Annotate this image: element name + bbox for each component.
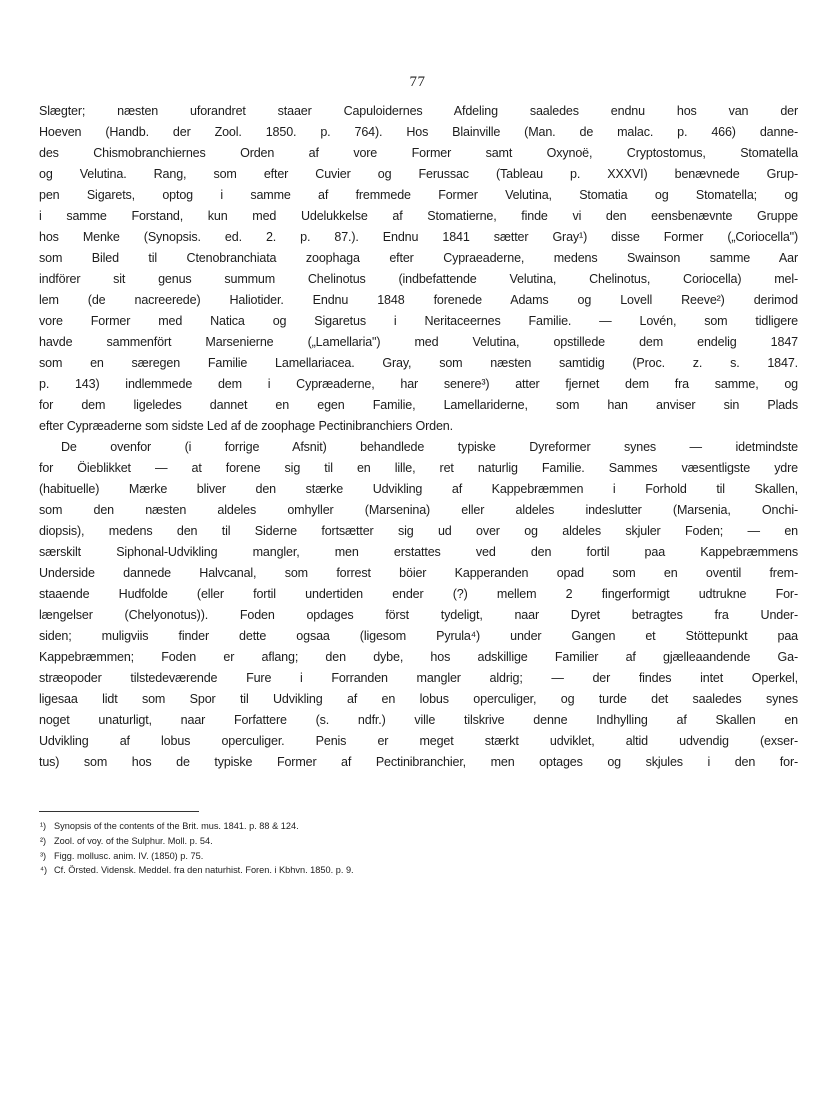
text-line: som en særegen Familie Lamellariacea. Gray, som næsten samtidig (Proc. z. s. 1847. [39,356,798,370]
text-line: havde sammenfört Marsenierne („Lamellaria") med Velutina, opstillede dem endelig 1847 [39,335,798,349]
footnote-mark: ¹) [40,821,47,831]
footnote-mark: ³) [40,850,47,861]
text-line: siden; muligviis finder dette ogsaa (ligesom Pyrula⁴) under Gangen et Stöttepunkt paa [39,629,798,643]
page-number: 77 [409,74,426,90]
text-line: som Biled til Ctenobranchiata zoophaga efter Cypraeaderne, medens Swainson samme Aar [39,251,798,265]
footnote-text: Figg. mollusc. anim. IV. (1850) p. 75. [54,850,204,861]
text-line: i samme Forstand, kun med Udelukkelse af Stomatierne, finde vi den eensbenævnte Gruppe [39,209,798,223]
text-line: Hoeven (Handb. der Zool. 1850. p. 764). Hos Blainville (Man. de malac. p. 466) danne- [39,125,798,139]
text-line: tus) som hos de typiske Former af Pectinibranchier, men optages og skjules i den for- [39,755,798,769]
text-line: ligesaa lidt som Spor til Udvikling af en lobus operculiger, og turde det saaledes synes [39,692,798,706]
footnote-divider [39,811,199,812]
text-line: vore Former med Natica og Sigaretus i Neritaceernes Familie. — Lovén, som tidligere [39,314,798,328]
text-line: indförer sit genus summum Chelinotus (indbefattende Velutina, Chelinotus, Coriocella) mel- [39,272,798,286]
text-line: for dem ligeledes dannet en egen Familie, Lamellariderne, som han anviser sin Plads [39,398,798,412]
footnote [40,819,740,834]
footnote [40,863,740,878]
text-line: lem (de nacreerede) Haliotider. Endnu 1848 forenede Adams og Lovell Reeve²) derimod [39,293,798,307]
text-line: hos Menke (Synopsis. ed. 2. p. 87.). Endnu 1841 sætter Gray¹) disse Former („Coriocella") [39,230,798,244]
text-line: diopsis), medens den til Siderne fortsætter sig ud over og aldeles skjuler Foden; — en [39,524,798,538]
text-line: efter Cypræaderne som sidste Led af de zoophage Pectinibranchiers Orden. [39,419,453,433]
text-line: stræopoder tilstedeværende Fure i Forranden mangler aldrig; — der findes intet Operkel, [39,671,798,685]
footnote [40,849,740,864]
paragraph-2 [39,437,798,773]
text-line: Slægter; næsten uforandret staaer Capuloidernes Afdeling saaledes endnu hos van der [39,104,798,118]
text-line: Underside dannede Halvcanal, som forrest böier Kapperanden opad som en oventil frem- [39,566,798,580]
text-line: p. 143) indlemmede dem i Cypræaderne, har senere³) atter fjernet dem fra samme, og [39,377,798,391]
text-line: og Velutina. Rang, som efter Cuvier og Ferussac (Tableau p. XXXVI) benævnede Grup- [39,167,798,181]
text-line: Udvikling af lobus operculiger. Penis er meget stærkt udviklet, altid udvendig (exser- [39,734,798,748]
footnote-mark: ²) [40,835,47,846]
text-line: for Öieblikket — at forene sig til en lille, ret naturlig Familie. Sammes væsentligste ydre [39,461,798,475]
text-line: længelser (Chelyonotus)). Foden opdages först tydeligt, naar Dyret betragtes fra Under- [39,608,798,622]
footnotes [40,819,740,878]
footnote-text: Cf. Örsted. Vidensk. Meddel. fra den naturhist. Foren. i Kbhvn. 1850. p. 9. [54,865,354,876]
text-line: des Chismobranchiernes Orden af vore Former samt Oxynoë, Cryptostomus, Stomatella [39,146,798,160]
main-text [39,101,798,773]
text-line: Kappebræmmen; Foden er aflang; den dybe, hos adskillige Familier af gjælleaandende Ga- [39,650,798,664]
text-line: som den næsten aldeles omhyller (Marsenina) eller aldeles indeslutter (Marsenia, Onchi- [39,503,798,517]
footnote-mark: ⁴) [40,865,48,876]
text-line: pen Sigarets, optog i samme af fremmede Former Velutina, Stomatia og Stomatella; og [39,188,798,202]
text-line: særskilt Siphonal-Udvikling mangler, men erstattes ved den fortil paa Kappebræmmens [39,545,798,559]
text-line: staaende Hudfolde (eller fortil undertiden ender (?) mellem 2 fingerformigt udtrukne For- [39,587,798,601]
text-line: noget unaturligt, naar Forfattere (s. ndfr.) ville tilskrive denne Indhylling af Skallen en [39,713,798,727]
footnote [40,834,740,849]
text-line: (habituelle) Mærke bliver den stærke Udvikling af Kappebræmmen i Forhold til Skallen, [39,482,798,496]
footnote-text: Synopsis of the contents of the Brit. mus. 1841. p. 88 & 124. [54,821,299,831]
paragraph-1 [39,101,798,437]
text-line: De ovenfor (i forrige Afsnit) behandlede typiske Dyreformer synes — idetmindste [61,440,798,454]
footnote-text: Zool. of voy. of the Sulphur. Moll. p. 54. [54,835,213,846]
